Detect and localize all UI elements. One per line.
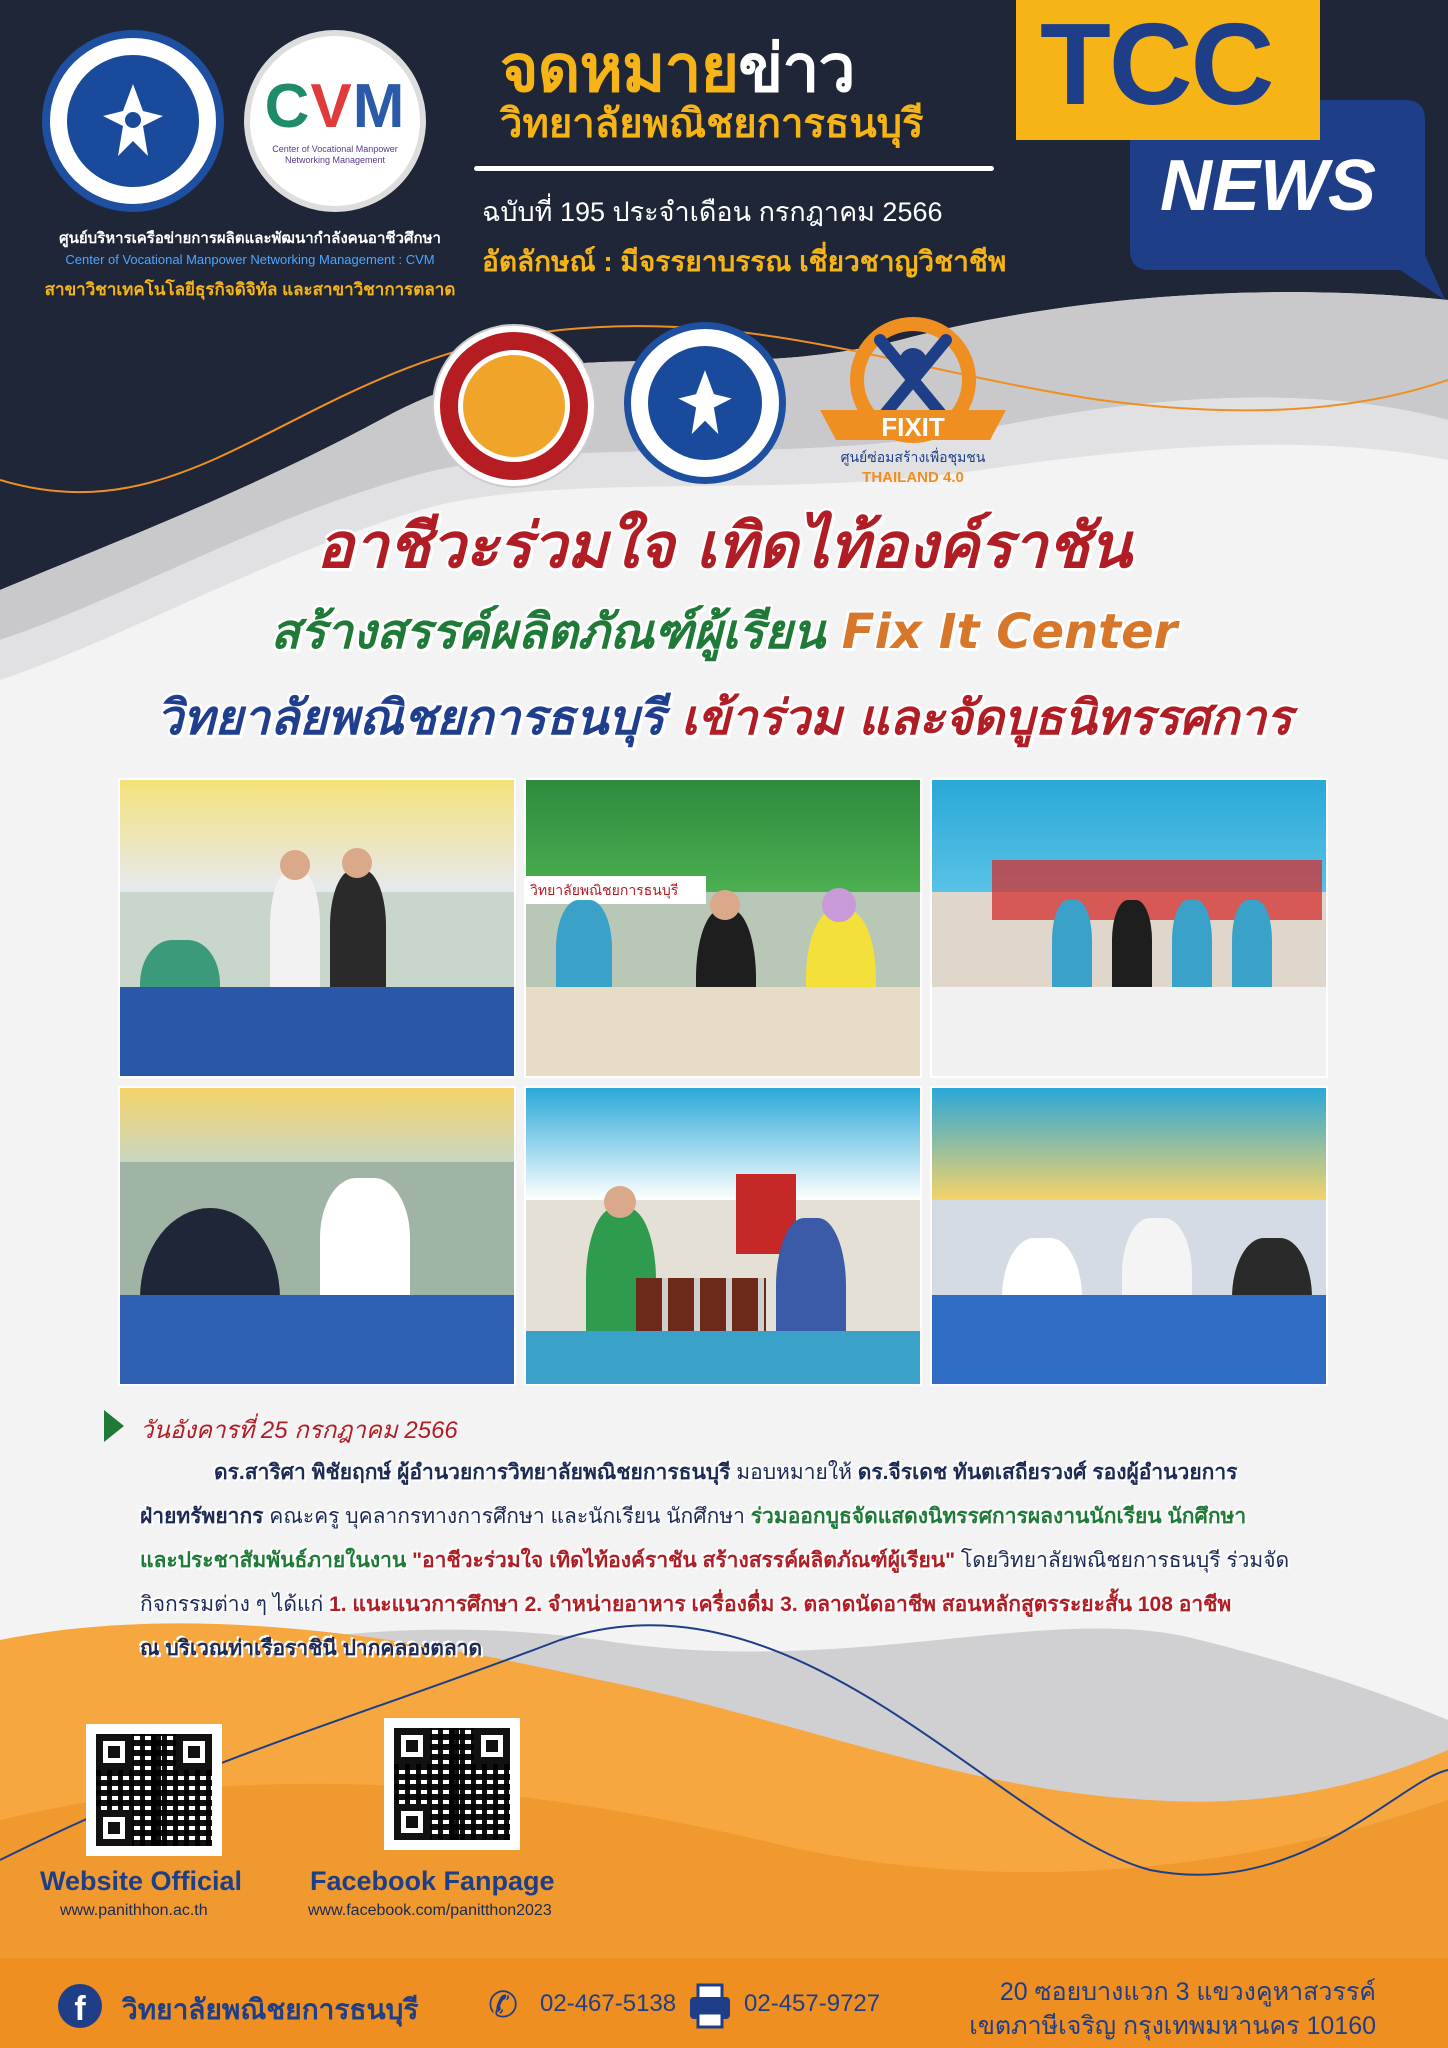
headline-product-main: สร้างสรรค์ผลิตภัณฑ์ผู้เรียน <box>270 604 842 660</box>
fixit-emblem-icon <box>810 300 1016 496</box>
article-line-3 <box>140 1544 1289 1577</box>
phone-number: 02-467-5138 <box>540 1990 677 2017</box>
article-activities: 1. แนะแนวการศึกษา 2. จำหน่ายอาหาร เครื่องดื่ม 3. ตลาดนัดอาชีพ สอนหลักสูตรระยะสั้น 108 อาชีพ <box>329 1593 1232 1616</box>
temple-icon <box>88 76 178 166</box>
facebook-label: Facebook Fanpage <box>310 1866 555 1896</box>
newsletter-title <box>500 30 855 107</box>
headline-event-name: อาชีวะร่วมใจ เทิดไท้องค์ราชัน <box>316 509 1132 582</box>
vocational-education-commission-logo <box>434 326 594 486</box>
phone-icon: ✆ <box>488 1985 519 2026</box>
cvm-logo-text: CVM <box>264 72 406 142</box>
facebook-qr-code[interactable] <box>384 1718 520 1850</box>
event-photo-2 <box>524 778 922 1078</box>
address-line-1: 20 ซอยบางแวก 3 แขวงคูหาสวรรค์ <box>999 1978 1376 2006</box>
title-divider <box>474 166 994 171</box>
title-part-2: ข่าว <box>738 30 855 107</box>
article-organizer: โดยวิทยาลัยพณิชยการธนบุรี ร่วมจัด <box>960 1549 1290 1572</box>
article-director: ดร.สาริศา พิชัยฤกษ์ ผู้อำนวยการวิทยาลัยพณิชยการธนบุรี <box>214 1461 737 1484</box>
article-assign: มอบหมายให้ <box>736 1461 858 1484</box>
event-photo-1 <box>118 778 516 1078</box>
headline-product-accent: Fix It Center <box>841 604 1178 660</box>
article-line-5: ณ บริเวณท่าเรือราชินี ปากคลองตลาด <box>140 1637 483 1660</box>
fixit-logo-subtitle: ศูนย์ซ่อมสร้างเพื่อชุมชน <box>840 449 986 465</box>
headline-product <box>0 604 1448 660</box>
college-logo <box>624 322 786 484</box>
event-photo-6 <box>930 1086 1328 1386</box>
bullet-arrow-icon <box>104 1410 124 1442</box>
event-date: วันอังคารที่ 25 กรกฎาคม 2566 <box>140 1417 458 1444</box>
website-label: Website Official <box>40 1866 243 1896</box>
news-badge: NEWS <box>1160 146 1376 226</box>
address-line-2: เขตภาษีเจริญ กรุงเทพมหานคร 10160 <box>969 2012 1376 2040</box>
temple-icon <box>665 363 745 443</box>
article-line-2 <box>140 1500 1246 1533</box>
headline-participation-main: วิทยาลัยพณิชยการธนบุรี <box>156 690 682 746</box>
article-event-quote: "อาชีวะร่วมใจ เทิดไท้องค์ราชัน สร้างสรรค์ผลิตภัณฑ์ผู้เรียน" <box>412 1549 961 1572</box>
fax-icon <box>688 1983 732 2029</box>
fixit-center-logo <box>810 300 1016 496</box>
event-photo-5 <box>524 1086 922 1386</box>
ovec-logo <box>42 30 224 212</box>
issue-info: ฉบับที่ 195 ประจำเดือน กรกฎาคม 2566 <box>482 197 943 227</box>
article-activities-intro: กิจกรรมต่าง ๆ ได้แก่ <box>140 1593 330 1616</box>
headline-participation-accent: เข้าร่วม และจัดบูธนิทรรศการ <box>681 690 1292 746</box>
college-title: วิทยาลัยพณิชยการธนบุรี <box>500 101 924 147</box>
event-photo-4 <box>118 1086 516 1386</box>
article-pr: และประชาสัมพันธ์ภายในงาน <box>140 1549 413 1572</box>
fixit-logo-tagline: THAILAND 4.0 <box>862 469 964 486</box>
website-url[interactable]: www.panithhon.ac.th <box>60 1902 208 1919</box>
headline-participation <box>0 690 1448 746</box>
article-booth: ร่วมออกบูธจัดแสดงนิทรรศการผลงานนักเรียน นักศึกษา <box>750 1505 1247 1528</box>
article-deputy: ดร.จีรเดช ทันตเสถียรวงศ์ รองผู้อำนวยการ <box>857 1461 1238 1484</box>
tcc-badge: TCC <box>1040 0 1273 129</box>
event-photo-3 <box>930 778 1328 1078</box>
center-name-thai: ศูนย์บริหารเครือข่ายการผลิตและพัฒนากำลังคนอาชีวศึกษา <box>59 230 441 247</box>
website-qr-code[interactable] <box>86 1724 222 1856</box>
department-name: สาขาวิชาเทคโนโลยีธุรกิจดิจิทัล และสาขาวิชาการตลาด <box>44 280 456 299</box>
article-line-4 <box>140 1588 1231 1621</box>
cvm-logo <box>244 30 426 212</box>
college-identity: อัตลักษณ์ : มีจรรยาบรรณ เชี่ยวชาญวิชาชีพ <box>482 246 1007 277</box>
article-line-1 <box>214 1456 1237 1489</box>
booth-sign: วิทยาลัยพณิชยการธนบุรี <box>526 876 706 904</box>
center-name-english: Center of Vocational Manpower Networking Management : CVM <box>65 252 435 267</box>
facebook-url[interactable]: www.facebook.com/panitthon2023 <box>308 1902 552 1919</box>
article-division: ฝ่ายทรัพยากร <box>140 1505 270 1528</box>
title-part-1: จดหมาย <box>500 30 739 107</box>
article-participants: คณะครู บุคลากรทางการศึกษา และนักเรียน นักศึกษา <box>269 1505 751 1528</box>
cvm-logo-subtitle: Center of Vocational Manpower Networking Management <box>272 144 398 165</box>
facebook-icon[interactable]: f <box>58 1984 102 2028</box>
fixit-logo-text: FIXIT <box>881 412 945 442</box>
fax-number: 02-457-9727 <box>744 1990 881 2017</box>
footer-college-name: วิทยาลัยพณิชยการธนบุรี <box>122 1994 419 2025</box>
